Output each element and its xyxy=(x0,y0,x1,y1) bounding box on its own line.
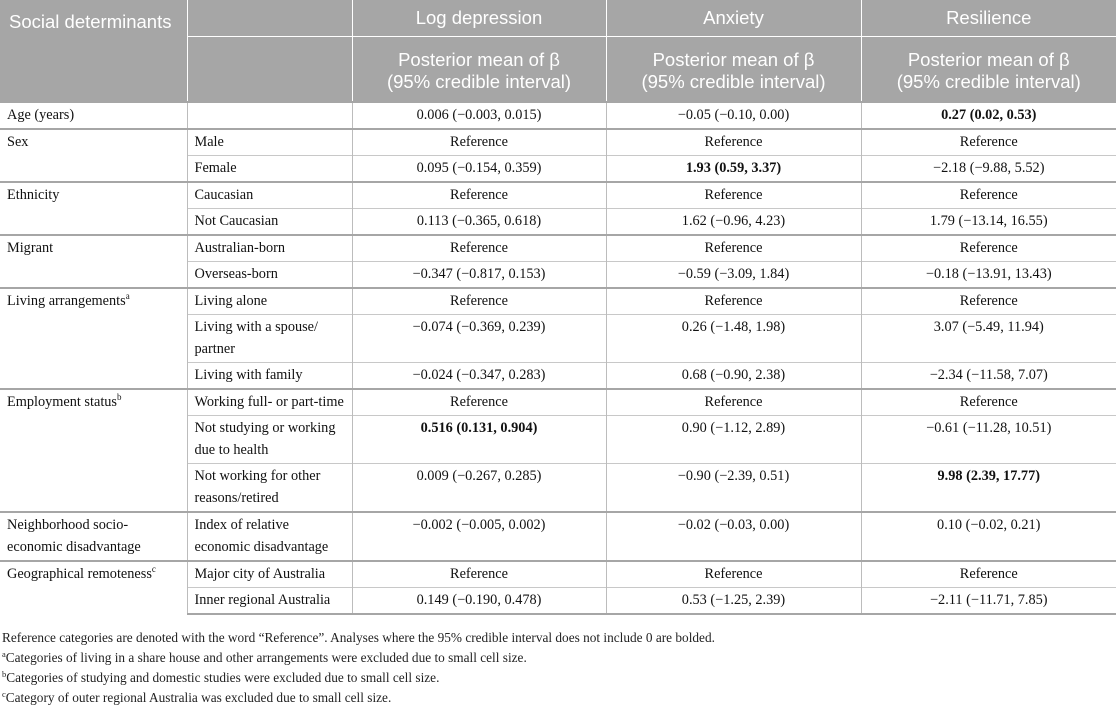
subheader-line1: Posterior mean of β xyxy=(652,49,815,70)
reference-label: Reference xyxy=(959,394,1018,410)
anxiety-value xyxy=(606,129,861,156)
table-row xyxy=(0,389,1116,416)
credible-interval: (−9.88, 5.52) xyxy=(969,160,1045,176)
credible-interval: (−0.190, 0.478) xyxy=(452,592,542,608)
credible-interval: (−1.25, 2.39) xyxy=(710,592,786,608)
level-cell: Living with family xyxy=(187,363,352,390)
depression-value xyxy=(352,262,606,289)
estimate-value: 0.516 xyxy=(420,420,453,436)
factor-label: Sex xyxy=(7,134,29,150)
reference-label: Reference xyxy=(450,566,508,582)
factor-label: Age (years) xyxy=(7,107,75,123)
depression-value xyxy=(352,561,606,588)
anxiety-value xyxy=(606,416,861,464)
estimate-value: 0.53 xyxy=(681,592,707,608)
anxiety-value xyxy=(606,315,861,363)
credible-interval: (−0.005, 0.002) xyxy=(456,517,546,533)
footnote-text: Categories of living in a share house and other arrangements were excluded due to small cell size. xyxy=(5,650,527,665)
level-cell: Living with a spouse/ partner xyxy=(187,315,352,363)
credible-interval: (−0.96, 4.23) xyxy=(710,213,786,229)
credible-interval: (−0.154, 0.359) xyxy=(452,160,542,176)
depression-value xyxy=(352,209,606,236)
resilience-value xyxy=(861,156,1116,183)
footnote-mark: c xyxy=(2,689,6,699)
estimate-value: 0.26 xyxy=(681,319,707,335)
resilience-value xyxy=(861,102,1116,129)
table-body xyxy=(0,102,1116,614)
table-row xyxy=(0,102,1116,129)
credible-interval: (−2.39, 0.51) xyxy=(714,468,790,484)
credible-interval: (−1.12, 2.89) xyxy=(710,420,786,436)
level-cell: Overseas-born xyxy=(187,262,352,289)
estimate-value: 1.79 xyxy=(929,213,955,229)
level-cell: Major city of Australia xyxy=(187,561,352,588)
factor-label: Living arrangements xyxy=(7,293,126,309)
credible-interval: (−0.003, 0.015) xyxy=(452,107,542,123)
estimate-value: 3.07 xyxy=(933,319,959,335)
level-cell: Working full- or part-time xyxy=(187,389,352,416)
estimate-value: 0.113 xyxy=(416,213,449,229)
reference-label: Reference xyxy=(959,134,1018,150)
factor-cell xyxy=(0,288,187,389)
reference-label: Reference xyxy=(704,394,763,410)
credible-interval: (2.39, 17.77) xyxy=(966,468,1040,484)
factor-cell xyxy=(0,561,187,614)
reference-label: Reference xyxy=(959,240,1018,256)
estimate-value: −2.11 xyxy=(929,592,963,608)
factor-label: Geographical remoteness xyxy=(7,566,152,582)
anxiety-value xyxy=(606,156,861,183)
factor-label: Migrant xyxy=(7,240,54,256)
resilience-value xyxy=(861,315,1116,363)
depression-value xyxy=(352,363,606,390)
depression-value xyxy=(352,129,606,156)
credible-interval: (−13.14, 16.55) xyxy=(958,213,1048,229)
resilience-value xyxy=(861,363,1116,390)
subheader-depression xyxy=(352,37,606,103)
depression-value xyxy=(352,315,606,363)
factor-label: Employment status xyxy=(7,394,117,410)
resilience-value xyxy=(861,416,1116,464)
reference-label: Reference xyxy=(450,134,508,150)
reference-label: Reference xyxy=(704,566,763,582)
anxiety-value xyxy=(606,182,861,209)
subheader-line1: Posterior mean of β xyxy=(907,49,1070,70)
anxiety-value xyxy=(606,363,861,390)
credible-interval: (−11.58, 7.07) xyxy=(966,367,1048,383)
estimate-value: 1.62 xyxy=(681,213,707,229)
resilience-value xyxy=(861,389,1116,416)
reference-label: Reference xyxy=(450,240,508,256)
header-empty-level xyxy=(187,0,352,37)
depression-value xyxy=(352,464,606,513)
resilience-value xyxy=(861,262,1116,289)
footnote-mark: c xyxy=(151,564,156,574)
level-cell: Male xyxy=(187,129,352,156)
estimate-value: 0.27 xyxy=(941,107,967,123)
footnote-mark: b xyxy=(2,669,7,679)
depression-value xyxy=(352,512,606,561)
table-row xyxy=(0,182,1116,209)
depression-value xyxy=(352,416,606,464)
resilience-value xyxy=(861,235,1116,262)
estimate-value: 0.68 xyxy=(681,367,707,383)
credible-interval: (−13.91, 13.43) xyxy=(962,266,1052,282)
resilience-value xyxy=(861,129,1116,156)
level-cell: Not studying or working due to health xyxy=(187,416,352,464)
estimate-value: 0.90 xyxy=(681,420,707,436)
level-cell: Caucasian xyxy=(187,182,352,209)
level-cell: Female xyxy=(187,156,352,183)
estimate-value: 9.98 xyxy=(937,468,963,484)
subheader-empty-level xyxy=(187,37,352,103)
credible-interval: (−0.10, 0.00) xyxy=(714,107,790,123)
table-row xyxy=(0,235,1116,262)
level-cell: Not Caucasian xyxy=(187,209,352,236)
credible-interval: (−0.365, 0.618) xyxy=(452,213,542,229)
estimate-value: −0.59 xyxy=(677,266,711,282)
footnote-mark: a xyxy=(125,291,130,301)
estimate-value: −0.024 xyxy=(412,367,453,383)
reference-label: Reference xyxy=(959,293,1018,309)
table-row xyxy=(0,512,1116,561)
estimate-value: −0.61 xyxy=(926,420,960,436)
subheader-line2: (95% credible interval) xyxy=(386,71,572,92)
credible-interval: (0.59, 3.37) xyxy=(714,160,782,176)
estimate-value: −0.074 xyxy=(412,319,453,335)
header-social-determinants: Social determinants xyxy=(0,0,187,102)
level-cell: Index of relative economic disadvantage xyxy=(187,512,352,561)
table-row xyxy=(0,129,1116,156)
table-row xyxy=(0,561,1116,588)
resilience-value xyxy=(861,288,1116,315)
factor-cell xyxy=(0,389,187,512)
credible-interval: (−5.49, 11.94) xyxy=(962,319,1044,335)
depression-value xyxy=(352,588,606,615)
anxiety-value xyxy=(606,561,861,588)
factor-cell xyxy=(0,512,187,561)
anxiety-value xyxy=(606,464,861,513)
footnote-a xyxy=(2,648,1116,668)
resilience-value xyxy=(861,512,1116,561)
reference-label: Reference xyxy=(959,187,1018,203)
factor-cell xyxy=(0,102,187,129)
estimate-value: 0.009 xyxy=(416,468,449,484)
subheader-line2: (95% credible interval) xyxy=(896,71,1081,92)
credible-interval: (0.02, 0.53) xyxy=(969,107,1037,123)
credible-interval: (−0.817, 0.153) xyxy=(456,266,546,282)
factor-cell xyxy=(0,182,187,235)
subheader-line1: Posterior mean of β xyxy=(398,49,560,70)
reference-label: Reference xyxy=(450,293,508,309)
credible-interval: (−0.369, 0.239) xyxy=(456,319,546,335)
depression-value xyxy=(352,182,606,209)
anxiety-value xyxy=(606,102,861,129)
credible-interval: (−11.71, 7.85) xyxy=(966,592,1048,608)
estimate-value: −0.347 xyxy=(412,266,453,282)
reference-label: Reference xyxy=(704,293,763,309)
credible-interval: (−3.09, 1.84) xyxy=(714,266,790,282)
credible-interval: (−11.28, 10.51) xyxy=(962,420,1052,436)
factor-cell xyxy=(0,235,187,288)
footnote-mark: a xyxy=(2,649,6,659)
level-cell: Inner regional Australia xyxy=(187,588,352,615)
note-main: Reference categories are denoted with the word “Reference”. Analyses where the 95% credible interval does not include 0 are bolded. xyxy=(2,630,715,645)
credible-interval: (−0.02, 0.21) xyxy=(965,517,1041,533)
footnote-mark: b xyxy=(117,392,122,402)
anxiety-value xyxy=(606,235,861,262)
anxiety-value xyxy=(606,512,861,561)
table-notes xyxy=(0,628,1116,708)
depression-value xyxy=(352,389,606,416)
footnote-b xyxy=(2,668,1116,688)
subheader-resilience xyxy=(861,37,1116,103)
credible-interval: (−0.267, 0.285) xyxy=(452,468,542,484)
estimate-value: 0.006 xyxy=(416,107,449,123)
level-cell: Not working for other reasons/retired xyxy=(187,464,352,513)
reference-label: Reference xyxy=(450,187,508,203)
level-cell: Australian-born xyxy=(187,235,352,262)
depression-value xyxy=(352,102,606,129)
estimate-value: −0.05 xyxy=(677,107,711,123)
estimate-value: 0.10 xyxy=(937,517,963,533)
header-log-depression: Log depression xyxy=(352,0,606,37)
footnote-text: Categories of studying and domestic studies were excluded due to small cell size. xyxy=(6,670,440,685)
level-cell: Living alone xyxy=(187,288,352,315)
credible-interval: (−1.48, 1.98) xyxy=(710,319,786,335)
reference-label: Reference xyxy=(704,134,763,150)
anxiety-value xyxy=(606,588,861,615)
estimate-value: −0.02 xyxy=(677,517,711,533)
footnote-c xyxy=(2,688,1116,708)
table-header xyxy=(0,0,1116,102)
resilience-value xyxy=(861,464,1116,513)
estimate-value: 0.149 xyxy=(416,592,449,608)
resilience-value xyxy=(861,561,1116,588)
estimate-value: 0.095 xyxy=(416,160,449,176)
depression-value xyxy=(352,235,606,262)
estimate-value: −0.002 xyxy=(412,517,453,533)
estimate-value: −2.34 xyxy=(929,367,963,383)
resilience-value xyxy=(861,588,1116,615)
subheader-anxiety xyxy=(606,37,861,103)
reference-label: Reference xyxy=(704,240,763,256)
estimate-value: 1.93 xyxy=(685,160,711,176)
reference-label: Reference xyxy=(959,566,1018,582)
credible-interval: (−0.03, 0.00) xyxy=(714,517,790,533)
anxiety-value xyxy=(606,262,861,289)
subheader-line2: (95% credible interval) xyxy=(641,71,826,92)
anxiety-value xyxy=(606,389,861,416)
factor-label: Ethnicity xyxy=(7,187,60,203)
credible-interval: (−0.347, 0.283) xyxy=(456,367,546,383)
reference-label: Reference xyxy=(704,187,763,203)
estimate-value: −2.18 xyxy=(933,160,967,176)
anxiety-value xyxy=(606,288,861,315)
credible-interval: (−0.90, 2.38) xyxy=(710,367,786,383)
estimate-value: −0.18 xyxy=(925,266,959,282)
header-resilience: Resilience xyxy=(861,0,1116,37)
reference-label: Reference xyxy=(450,394,508,410)
factor-label: Neighborhood socio-economic disadvantage xyxy=(7,517,141,555)
factor-cell xyxy=(0,129,187,182)
footnote-text: Category of outer regional Australia was excluded due to small cell size. xyxy=(5,690,392,705)
resilience-value xyxy=(861,182,1116,209)
table-row xyxy=(0,288,1116,315)
level-cell xyxy=(187,102,352,129)
header-anxiety: Anxiety xyxy=(606,0,861,37)
resilience-value xyxy=(861,209,1116,236)
credible-interval: (0.131, 0.904) xyxy=(456,420,538,436)
depression-value xyxy=(352,156,606,183)
estimate-value: −0.90 xyxy=(677,468,711,484)
anxiety-value xyxy=(606,209,861,236)
depression-value xyxy=(352,288,606,315)
